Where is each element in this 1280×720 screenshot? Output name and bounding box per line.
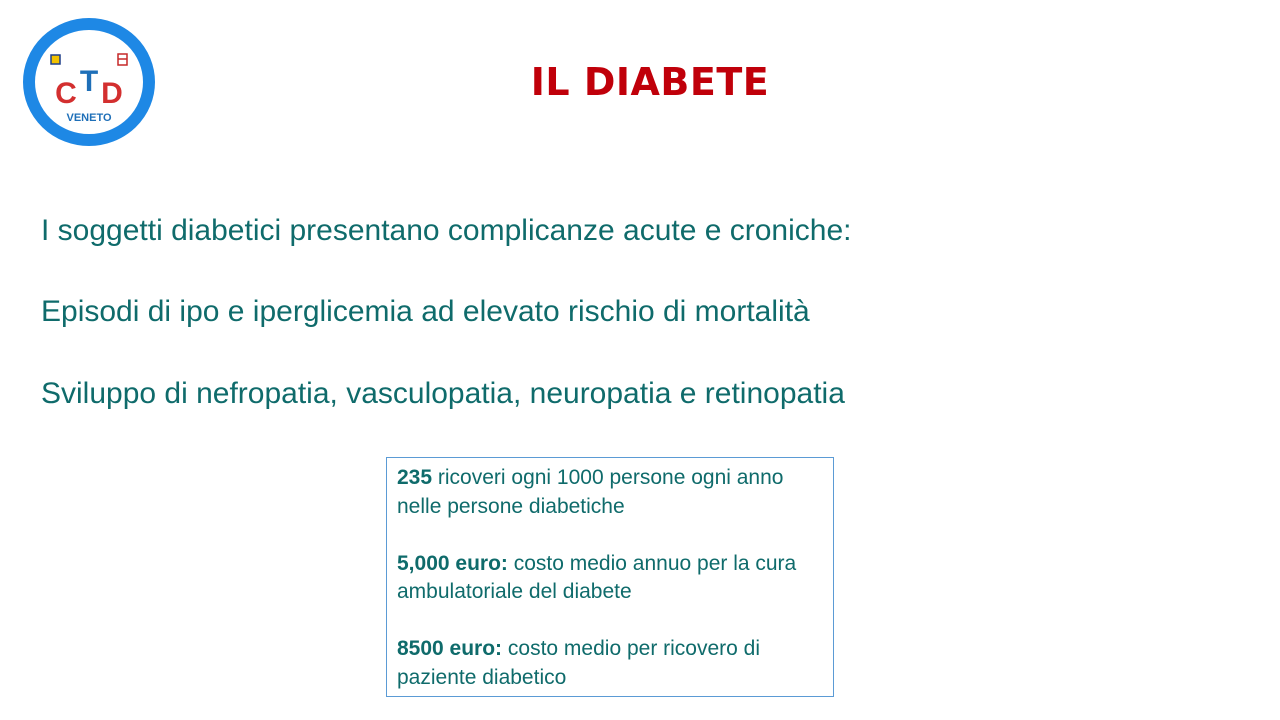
- stats-box: [386, 457, 834, 697]
- stat-value: 235: [397, 466, 433, 489]
- stat-text: costo medio per ricovero di paziente diabetico: [397, 637, 761, 689]
- svg-text:T: T: [79, 65, 99, 98]
- stat-text: ricoveri ogni 1000 persone ogni anno nelle persone diabetiche: [397, 466, 784, 518]
- stat-hospitalization-cost: [397, 635, 823, 692]
- page-title: IL DIABETE: [530, 60, 770, 104]
- stat-value: 5,000 euro:: [397, 551, 508, 575]
- text-line-pathologies: Sviluppo di nefropatia, vasculopatia, neuropatia e retinopatia: [41, 377, 845, 410]
- stat-value: 8500 euro:: [397, 637, 503, 660]
- text-line-glycemia: Episodi di ipo e iperglicemia ad elevato rischio di mortalità: [41, 295, 810, 328]
- stat-text: costo medio annuo per la cura ambulatoriale del diabete: [397, 551, 797, 603]
- text-line-complications: I soggetti diabetici presentano complicanze acute e croniche:: [41, 214, 852, 247]
- stat-outpatient-cost: [397, 550, 823, 607]
- svg-text:C: C: [55, 77, 77, 110]
- svg-text:D: D: [101, 77, 123, 110]
- logo-region-text: VENETO: [66, 112, 112, 124]
- stat-hospitalizations: [397, 464, 823, 521]
